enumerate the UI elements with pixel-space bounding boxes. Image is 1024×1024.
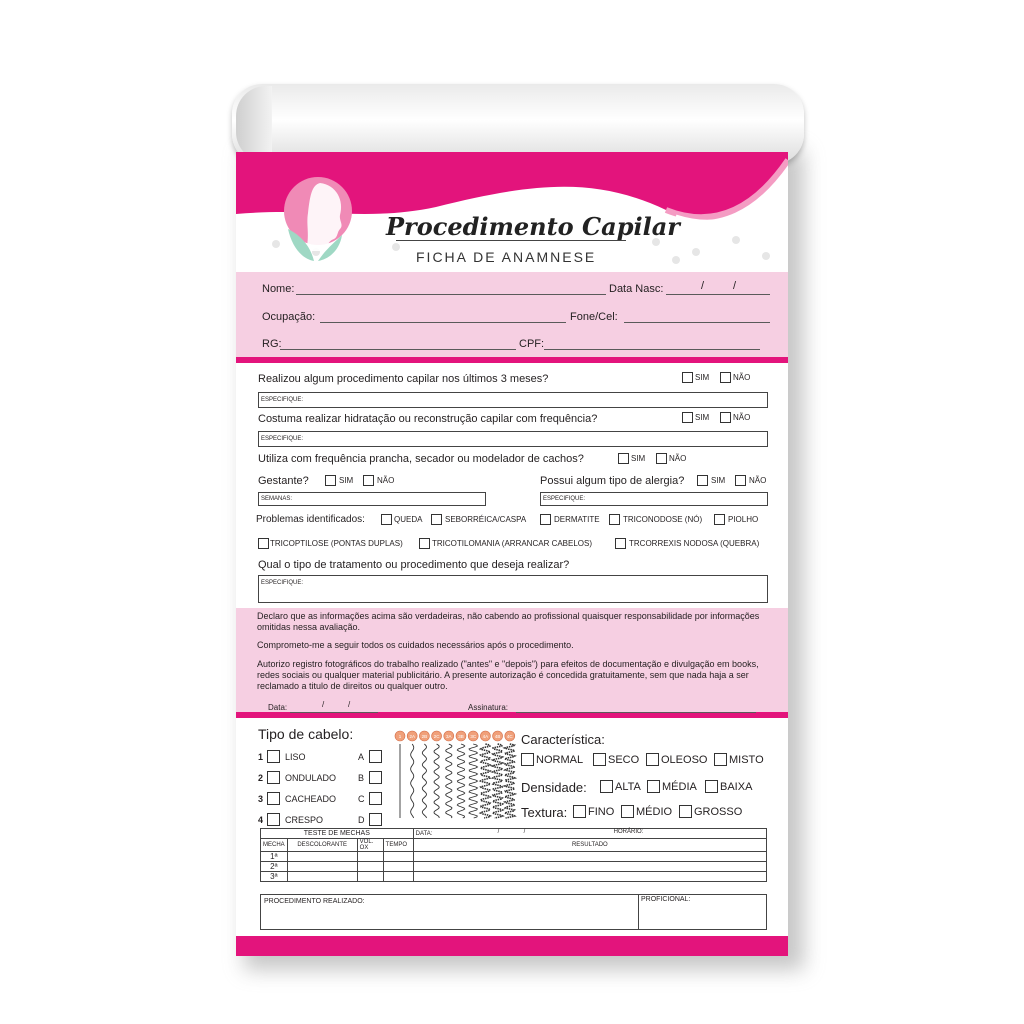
problem-checkbox[interactable]: [714, 514, 725, 525]
alergia-nao-label: NÃO: [749, 476, 767, 485]
density-checkbox[interactable]: [647, 780, 660, 793]
alergia-sim-label: SIM: [711, 476, 726, 485]
hair-type-label: CRESPO: [285, 815, 324, 825]
characteristic-label: SECO: [608, 754, 640, 766]
characteristic-checkbox[interactable]: [521, 753, 534, 766]
hair-strand-illustration: [446, 744, 452, 818]
ocupacao-field[interactable]: [320, 322, 566, 323]
hair-subtype-checkbox[interactable]: [369, 750, 382, 763]
texture-checkbox[interactable]: [573, 805, 586, 818]
problem-label: TRICOTILOMANIA (ARRANCAR CABELOS): [432, 539, 593, 548]
characteristics-title: Característica:: [521, 732, 605, 747]
problem-label: PIOLHO: [728, 515, 759, 524]
table-cell[interactable]: [383, 852, 413, 862]
alergia-specify-label: ESPECIFIQUE:: [543, 496, 586, 502]
texture-checkbox[interactable]: [621, 805, 634, 818]
curl-pattern-svg: [394, 730, 518, 822]
characteristic-label: NORMAL: [536, 754, 584, 766]
date-separator: /: [701, 280, 705, 292]
hair-strand-illustration: [493, 744, 503, 818]
hair-type-label: CACHEADO: [285, 794, 337, 804]
q2-nao-label: NÃO: [733, 413, 751, 422]
q2-nao-checkbox[interactable]: [720, 412, 731, 423]
gestante-nao-label: NÃO: [377, 476, 395, 485]
hair-subtype-checkbox[interactable]: [369, 771, 382, 784]
hair-subtype-letter: A: [358, 752, 365, 762]
table-cell[interactable]: [357, 852, 383, 862]
strand-test-title: TESTE DE MECHAS: [261, 829, 414, 839]
hair-strand-illustration: [481, 744, 491, 818]
hair-type-title: Tipo de cabelo:: [258, 726, 354, 742]
curl-code-label: 3B: [458, 734, 464, 739]
hair-subtype-checkbox[interactable]: [369, 792, 382, 805]
personal-data-section: [236, 272, 788, 358]
q1-sim-checkbox[interactable]: [682, 372, 693, 383]
professional-label: PROFICIONAL:: [641, 896, 691, 903]
column-header: DESCOLORANTE: [287, 839, 357, 852]
curl-pattern-chart: [394, 730, 518, 822]
curl-code-label: 3C: [470, 734, 477, 739]
alergia-sim-checkbox[interactable]: [697, 475, 708, 486]
table-cell[interactable]: [357, 872, 383, 882]
question-3: Utiliza com frequência prancha, secador ou modelador de cachos?: [258, 453, 584, 465]
data-nasc-field[interactable]: [666, 294, 770, 295]
q2-sim-checkbox[interactable]: [682, 412, 693, 423]
problem-label: QUEDA: [394, 515, 423, 524]
q3-nao-checkbox[interactable]: [656, 453, 667, 464]
density-checkbox[interactable]: [600, 780, 613, 793]
hair-type-checkbox[interactable]: [267, 813, 280, 826]
table-row: [261, 862, 767, 872]
texture-option-label: GROSSO: [694, 806, 743, 818]
density-option-label: ALTA: [615, 781, 641, 793]
hair-type-number: 4: [258, 815, 264, 825]
characteristic-checkbox[interactable]: [593, 753, 606, 766]
column-header: TEMPO: [383, 839, 413, 852]
texture-option-label: FINO: [588, 806, 615, 818]
question-2: Costuma realizar hidratação ou reconstrução capilar com frequência?: [258, 413, 598, 425]
problem-label: TRICONODOSE (NÓ): [623, 515, 703, 524]
date-separator: /: [348, 700, 351, 709]
curl-code-label: 4C: [506, 734, 513, 739]
hair-type-checkbox[interactable]: [267, 771, 280, 784]
q1-specify-label: ESPECIFIQUE:: [261, 397, 304, 403]
declaration-date-label: Data:: [268, 703, 288, 712]
q1-nao-checkbox[interactable]: [720, 372, 731, 383]
hair-type-label: LISO: [285, 752, 306, 762]
table-cell[interactable]: [383, 872, 413, 882]
table-cell[interactable]: [287, 872, 357, 882]
table-cell[interactable]: [287, 852, 357, 862]
curl-code-label: 2A: [409, 734, 415, 739]
strand-number: 1ª: [261, 852, 288, 862]
density-option-label: BAIXA: [720, 781, 753, 793]
strand-number: 2ª: [261, 862, 288, 872]
divider-bar: [236, 357, 788, 363]
tratamento-specify-label: ESPECIFIQUE:: [261, 580, 304, 586]
strand-test-date-label: DATA:: [415, 830, 433, 837]
strand-number: 3ª: [261, 872, 288, 882]
declaration-date-field[interactable]: [290, 712, 378, 713]
q2-sim-label: SIM: [695, 413, 710, 422]
problem-checkbox[interactable]: [258, 538, 269, 549]
texture-label: Textura:: [521, 805, 568, 820]
curl-code-label: 2C: [433, 734, 440, 739]
cpf-label: CPF:: [519, 338, 545, 350]
data-nasc-label: Data Nasc:: [609, 283, 664, 295]
characteristic-checkbox[interactable]: [714, 753, 727, 766]
hair-subtype-checkbox[interactable]: [369, 813, 382, 826]
hair-strand-illustration: [505, 744, 515, 818]
problem-checkbox[interactable]: [431, 514, 442, 525]
density-checkbox[interactable]: [705, 780, 718, 793]
curl-code-label: 4B: [494, 734, 501, 739]
anamnesis-form-sheet: [236, 152, 788, 956]
column-header: RESULTADO: [413, 839, 766, 852]
texture-option-label: MÉDIO: [636, 806, 673, 818]
problem-checkbox[interactable]: [609, 514, 620, 525]
density-option-label: MÉDIA: [662, 781, 697, 793]
hair-strand-illustration: [457, 744, 465, 818]
q3-sim-checkbox[interactable]: [618, 453, 629, 464]
q3-nao-label: NÃO: [669, 454, 687, 463]
strand-test-time-label: HORÁRIO:: [613, 829, 644, 835]
signature-field[interactable]: [516, 712, 756, 713]
q1-nao-label: NÃO: [733, 373, 751, 382]
form-title: Procedimento Capilar: [386, 212, 680, 241]
table-cell[interactable]: [287, 862, 357, 872]
curl-code-label: 4A: [482, 734, 489, 739]
date-separator: /: [497, 829, 500, 835]
alergia-nao-checkbox[interactable]: [735, 475, 746, 486]
date-separator: /: [523, 829, 526, 835]
characteristic-label: MISTO: [729, 754, 764, 766]
problemas-label: Problemas identificados:: [256, 514, 365, 525]
gestante-nao-checkbox[interactable]: [363, 475, 374, 486]
hair-subtype-letter: D: [358, 815, 365, 825]
ocupacao-label: Ocupação:: [262, 311, 316, 323]
cpf-field[interactable]: [544, 349, 760, 350]
semanas-label: SEMANAS:: [261, 496, 293, 502]
hair-strand-illustration: [469, 744, 478, 818]
nome-field[interactable]: [296, 294, 606, 295]
table-row: [261, 872, 767, 882]
fone-label: Fone/Cel:: [570, 311, 618, 323]
gestante-question: Gestante?: [258, 475, 309, 487]
footer-band: [236, 936, 788, 956]
alergia-question: Possui algum tipo de alergia?: [540, 475, 685, 487]
q2-specify-label: ESPECIFIQUE:: [261, 436, 304, 442]
nome-label: Nome:: [262, 283, 295, 295]
title-underline: [396, 240, 626, 241]
photo-authorization-paragraph: Autorizo registro fotográficos do trabalho realizado ("antes" e "depois") para efeitos de documentação e divulgação em books, redes sociais ou qualquer material publicitário. A presente autorização é concedida gratuitamente, sem que nada haja a ser reclamado a titulo de direitos ou qualquer outro.: [257, 659, 759, 691]
problem-label: SEBORRÉICA/CASPA: [445, 515, 527, 524]
gestante-sim-label: SIM: [339, 476, 354, 485]
problem-label: DERMATITE: [554, 515, 600, 524]
q3-sim-label: SIM: [631, 454, 646, 463]
column-header: VOL. OX: [357, 839, 383, 852]
curl-code-label: 1: [398, 734, 402, 739]
signature-label: Assinatura:: [468, 703, 509, 712]
declaration-paragraph: Declaro que as informações acima são verdadeiras, não cabendo ao profissional quaisquer responsabilidade por informações omitidas nessa avaliação.: [257, 611, 760, 632]
table-cell[interactable]: [383, 862, 413, 872]
strand-test-table: [260, 828, 767, 882]
table-cell[interactable]: [413, 852, 766, 862]
date-separator: /: [733, 280, 737, 292]
table-cell[interactable]: [413, 872, 766, 882]
curl-code-label: 3A: [446, 734, 452, 739]
tratamento-question: Qual o tipo de tratamento ou procedimento que deseja realizar?: [258, 559, 570, 571]
commitment-paragraph: Comprometo-me a seguir todos os cuidados necessários após o procedimento.: [257, 640, 574, 650]
density-label: Densidade:: [521, 780, 587, 795]
problem-checkbox[interactable]: [419, 538, 430, 549]
hair-type-label: ONDULADO: [285, 773, 337, 783]
semanas-field[interactable]: [258, 492, 486, 506]
woman-profile-logo-icon: [282, 175, 354, 271]
hair-type-number: 2: [258, 773, 264, 783]
problem-checkbox[interactable]: [540, 514, 551, 525]
problem-label: TRICOPTILOSE (PONTAS DUPLAS): [270, 539, 403, 548]
q2-specify-field[interactable]: [258, 431, 768, 447]
tratamento-field[interactable]: [258, 575, 768, 603]
form-subtitle: FICHA DE ANAMNESE: [416, 249, 597, 265]
gestante-sim-checkbox[interactable]: [325, 475, 336, 486]
field-divider: [638, 894, 639, 930]
table-cell[interactable]: [413, 862, 766, 872]
table-cell[interactable]: [357, 862, 383, 872]
hair-type-number: 1: [258, 752, 264, 762]
hair-strand-illustration: [411, 744, 414, 818]
problem-checkbox[interactable]: [615, 538, 626, 549]
hair-subtype-letter: C: [358, 794, 365, 804]
problem-checkbox[interactable]: [381, 514, 392, 525]
question-1: Realizou algum procedimento capilar nos últimos 3 meses?: [258, 373, 549, 385]
characteristic-checkbox[interactable]: [646, 753, 659, 766]
hair-strand-illustration: [434, 744, 439, 818]
strand-test-date-cell[interactable]: [413, 829, 766, 839]
fone-field[interactable]: [624, 322, 770, 323]
texture-checkbox[interactable]: [679, 805, 692, 818]
q1-specify-field[interactable]: [258, 392, 768, 408]
curl-code-label: 2B: [421, 734, 428, 739]
hair-strand-illustration: [422, 744, 426, 818]
procedure-performed-label: PROCEDIMENTO REALIZADO:: [264, 898, 365, 905]
table-row: [261, 852, 767, 862]
hair-type-number: 3: [258, 794, 264, 804]
date-separator: /: [322, 700, 325, 709]
rg-label: RG:: [262, 338, 282, 350]
hair-type-checkbox[interactable]: [267, 750, 280, 763]
hair-type-checkbox[interactable]: [267, 792, 280, 805]
rg-field[interactable]: [280, 349, 516, 350]
characteristic-label: OLEOSO: [661, 754, 708, 766]
problem-label: TRCORREXIS NODOSA (QUEBRA): [629, 539, 760, 548]
q1-sim-label: SIM: [695, 373, 710, 382]
hair-subtype-letter: B: [358, 773, 365, 783]
column-header: MECHA: [261, 839, 288, 852]
